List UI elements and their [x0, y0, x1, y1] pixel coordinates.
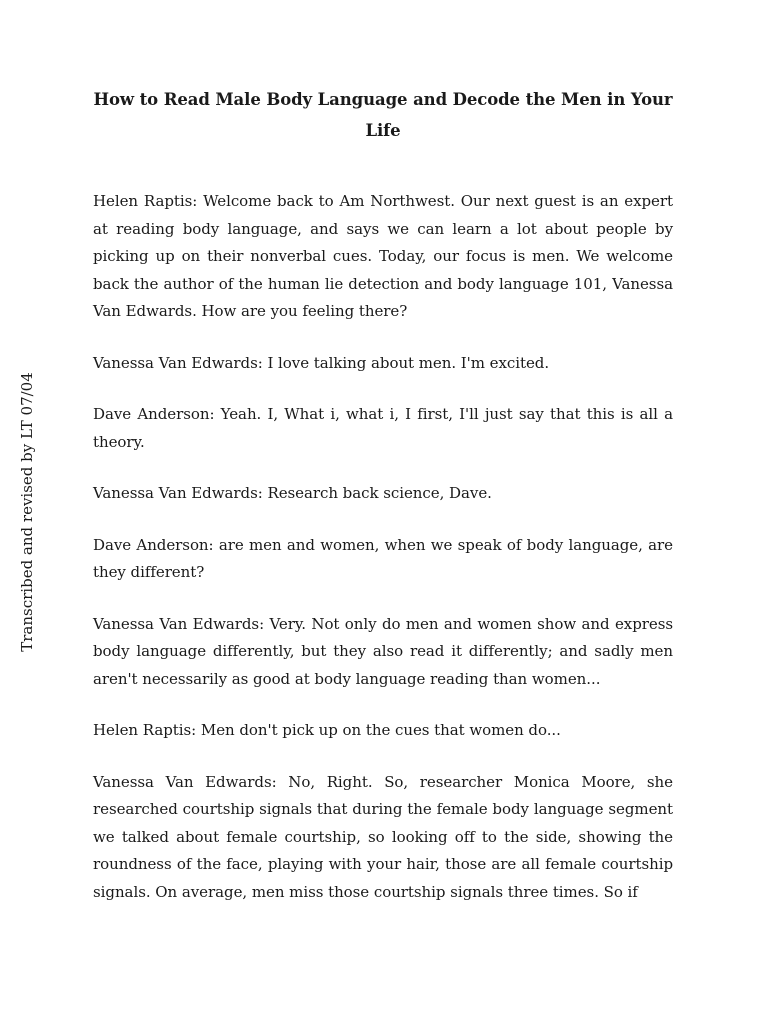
- transcript-body: [93, 188, 673, 906]
- transcript-paragraph: Vanessa Van Edwards: No, Right. So, researcher Monica Moore, she researched courtship signals that during the female body language segment we talked about female courtship, so looking off to the side, showing the roundness of the face, playing with your hair, those are all female courtship signals. On average, men miss those courtship signals three times. So if: [93, 772, 673, 901]
- transcript-paragraph: Dave Anderson: are men and women, when we speak of body language, are they different?: [93, 535, 673, 581]
- side-margin-note: Transcribed and revised by LT 07/04: [18, 372, 36, 652]
- document-page: [93, 84, 673, 906]
- transcript-paragraph: Vanessa Van Edwards: Very. Not only do men and women show and express body language differently, but they also read it differently; and sadly men aren't necessarily as good at body language reading than women...: [93, 614, 673, 688]
- transcript-paragraph: Dave Anderson: Yeah. I, What i, what i, I first, I'll just say that this is all a theory.: [93, 405, 673, 451]
- transcript-paragraph: Vanessa Van Edwards: I love talking about men. I'm excited.: [93, 353, 550, 372]
- transcript-paragraph: Helen Raptis: Men don't pick up on the cues that women do...: [93, 721, 561, 739]
- document-title: How to Read Male Body Language and Decode the Men in Your Life: [93, 90, 673, 140]
- transcript-paragraph: Vanessa Van Edwards: Research back science, Dave.: [93, 484, 492, 502]
- transcript-paragraph: Helen Raptis: Welcome back to Am Northwest. Our next guest is an expert at reading body language, and says we can learn a lot about people by picking up on their nonverbal cues. Today, our focus is men. We welcome back the author of the human lie detection and body language 101, Vanessa Van Edwards. How are you feeling there?: [93, 192, 673, 320]
